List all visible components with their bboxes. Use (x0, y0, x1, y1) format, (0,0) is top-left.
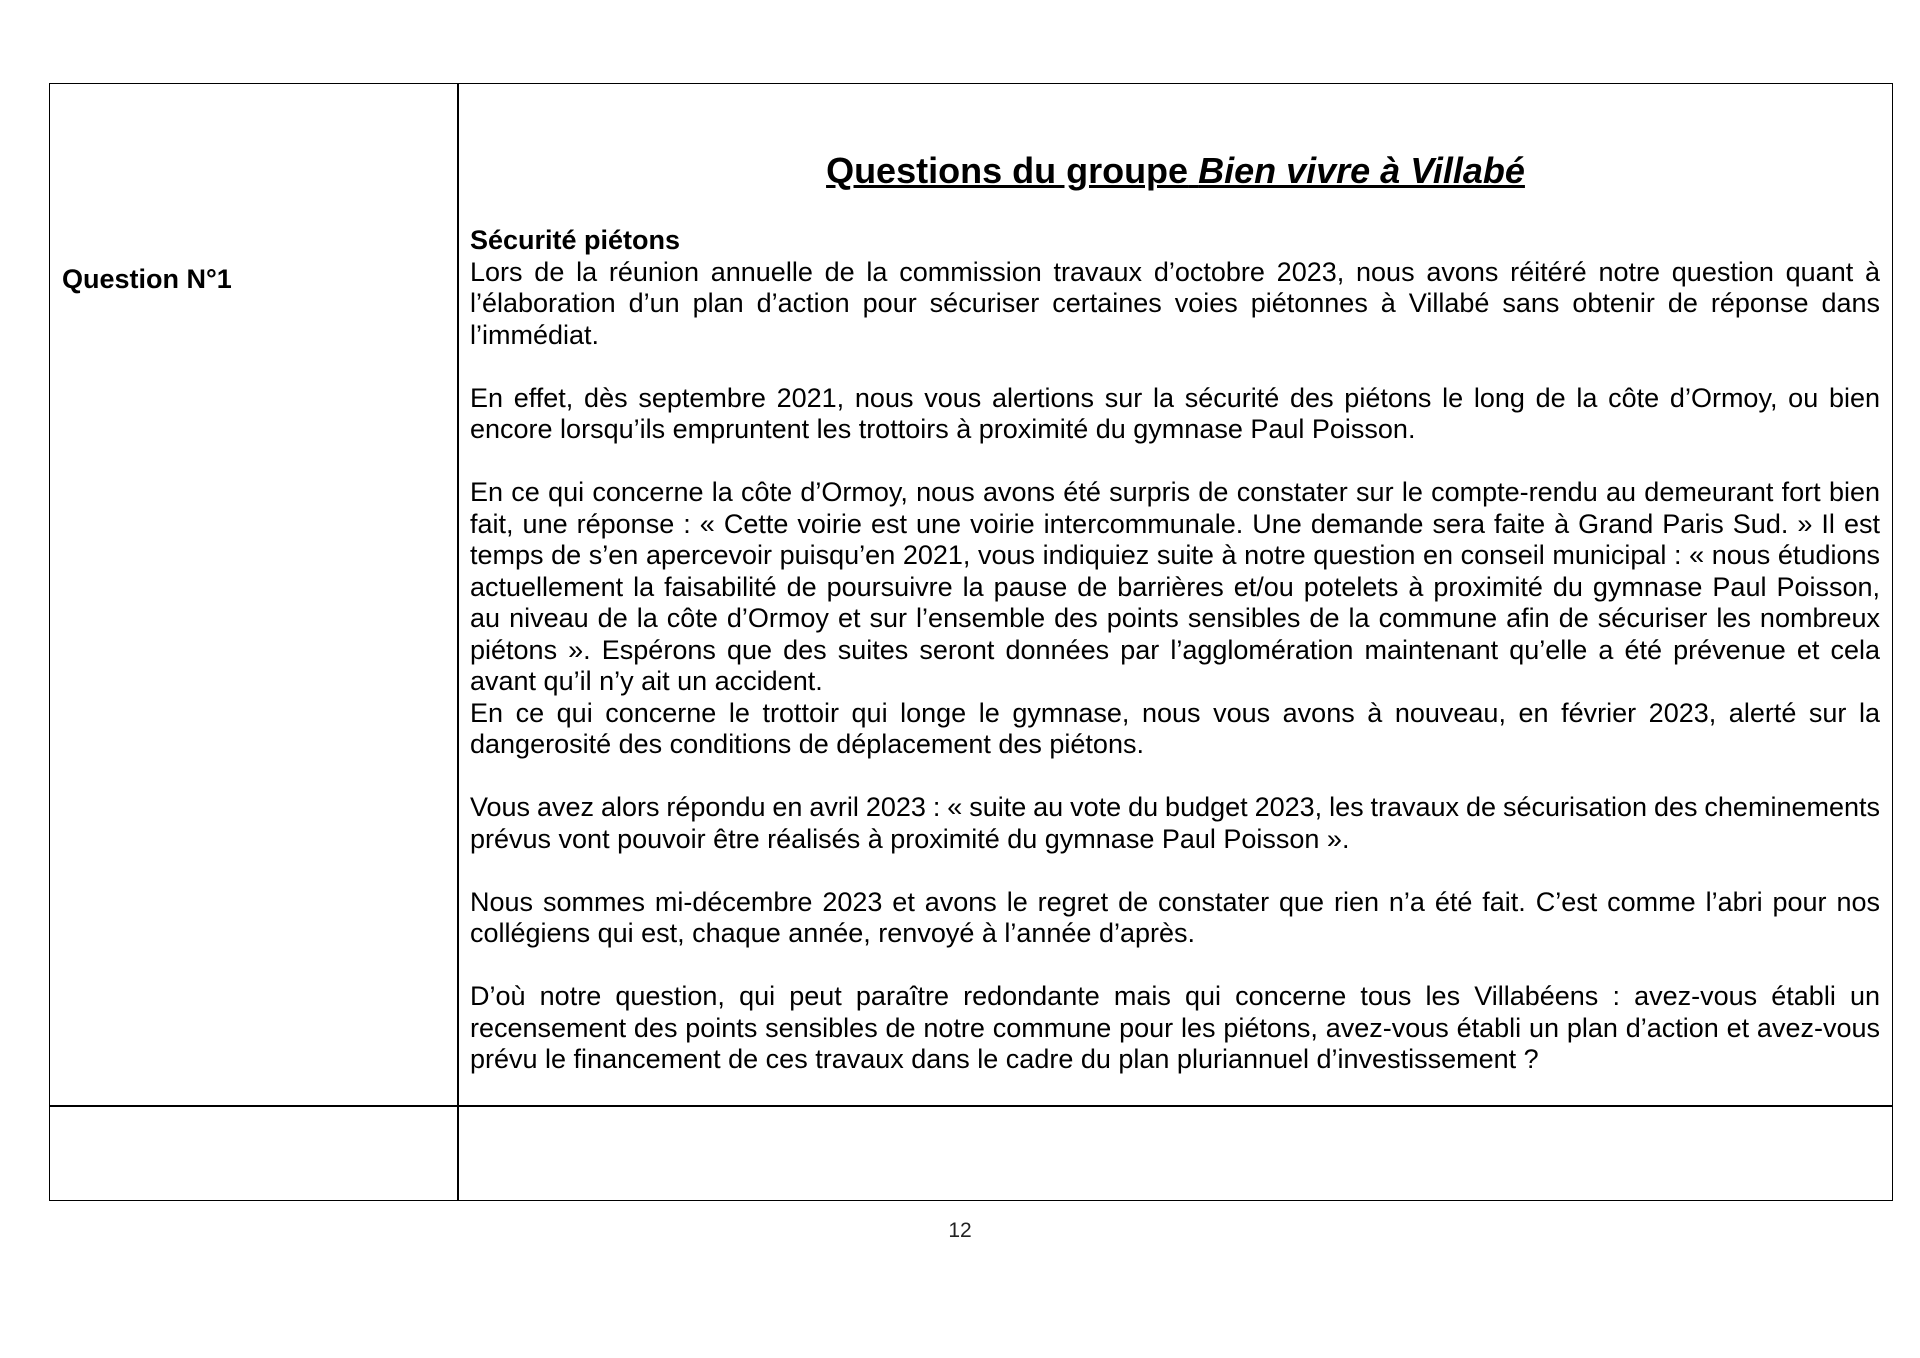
paragraph-line: l’élaboration d’un plan d’action pour sécuriser certaines voies piétonnes à Villabé sans obtenir de réponse dans (470, 288, 1880, 318)
page-title (458, 150, 1893, 192)
paragraph-line: prévus vont pouvoir être réalisés à proximité du gymnase Paul Poisson ». (470, 823, 1350, 854)
page-title-group-name: Bien vivre à Villabé (1198, 150, 1525, 191)
paragraph-line: temps de s’en apercevoir puisqu’en 2021, vous indiquiez suite à notre question en conseil municipal : « nous étudions (470, 540, 1880, 570)
subheading: Sécurité piétons (470, 225, 681, 255)
paragraph-line: En ce qui concerne la côte d’Ormoy, nous avons été surpris de constater sur le compte-rendu au demeurant fort bien (470, 477, 1880, 507)
paragraph-line: au niveau de la côte d’Ormoy et sur l’ensemble des points sensibles de la commune afin de sécuriser les nombreux (470, 603, 1880, 633)
paragraph-line: prévu le financement de ces travaux dans le cadre du plan pluriannuel d’investissement ? (470, 1044, 1539, 1074)
paragraph-6 (470, 887, 1880, 950)
paragraph-line: piétons ». Espérons que des suites seront données par l’agglomération maintenant qu’elle a été prévenue et cela (470, 634, 1880, 665)
paragraph-line: Vous avez alors répondu en avril 2023 : « suite au vote du budget 2023, les travaux de sécurisation des cheminements (470, 792, 1880, 822)
paragraph-line: avant qu’il n’y ait un accident. (470, 666, 823, 696)
page-title-prefix: Questions du groupe (826, 150, 1189, 191)
paragraph-line: l’immédiat. (470, 319, 600, 350)
paragraph-line: Lors de la réunion annuelle de la commission travaux d’octobre 2023, nous avons réitéré notre question quant à (470, 256, 1880, 287)
question-label: Question N°1 (62, 264, 232, 294)
paragraph-5 (470, 792, 1880, 855)
row-divider (49, 1105, 1893, 1107)
paragraph-line: fait, une réponse : « Cette voirie est une voirie intercommunale. Une demande sera faite à Grand Paris Sud. » Il est (470, 508, 1880, 539)
page-number: 12 (948, 1219, 972, 1242)
paragraph-line: encore lorsqu’ils empruntent les trottoirs à proximité du gymnase Paul Poisson. (470, 414, 1416, 444)
paragraph-line: recensement des points sensibles de notre commune pour les piétons, avez-vous établi un plan d’action et avez-vous (470, 1012, 1880, 1043)
column-divider (457, 83, 459, 1201)
paragraph-line: dangerosité des conditions de déplacement des piétons. (470, 729, 1144, 759)
paragraph-4 (470, 698, 1880, 761)
paragraph-line: collégiens qui est, chaque année, renvoyé à l’année d’après. (470, 918, 1196, 948)
paragraph-line: Nous sommes mi-décembre 2023 et avons le regret de constater que rien n’a été fait. C’est comme l’abri pour nos (470, 886, 1880, 917)
paragraph-3 (470, 477, 1880, 698)
paragraph-line: D’où notre question, qui peut paraître redondante mais qui concerne tous les Villabéens : avez-vous établi un (470, 981, 1880, 1011)
paragraph-1 (470, 257, 1880, 352)
question-body (470, 225, 1880, 1076)
paragraph-line: En effet, dès septembre 2021, nous vous alertions sur la sécurité des piétons le long de la côte d’Ormoy, ou bien (470, 382, 1880, 413)
paragraph-line: En ce qui concerne le trottoir qui longe le gymnase, nous vous avons à nouveau, en février 2023, alerté sur la (470, 697, 1880, 728)
paragraph-2 (470, 383, 1880, 446)
paragraph-7 (470, 981, 1880, 1076)
paragraph-line: actuellement la faisabilité de poursuivre la pause de barrières et/ou potelets à proximité du gymnase Paul Poisson, (470, 571, 1880, 602)
